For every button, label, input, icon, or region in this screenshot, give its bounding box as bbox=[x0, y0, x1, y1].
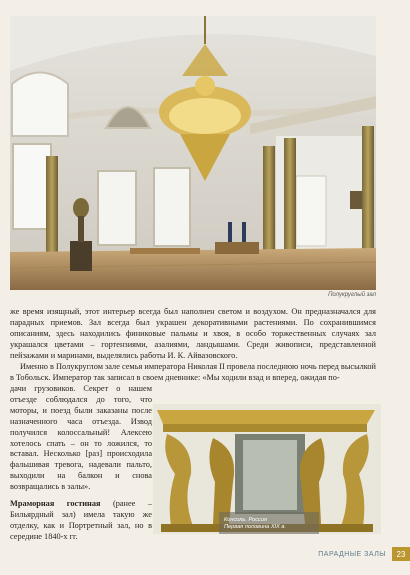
console-photo bbox=[153, 404, 381, 534]
page-footer bbox=[310, 547, 410, 561]
console-caption-line2: Первая половина XIX в. bbox=[224, 524, 286, 530]
paragraph-diary-continuation: дачи грузовиков. Секрет о нашем отъезде соблюдался до того, что моторы, и поезд были заказаны после назначенного часа отъезда. Извод получился колоссальный! Алексею хотелось спать – он то ложился, то вставал. Несколько [раз] происходила фальшивая тревога, надевали пальто, выходили на балкон и снова возвращались в залы». bbox=[10, 384, 152, 492]
page-number: 23 bbox=[392, 547, 410, 561]
paragraph-marble-room bbox=[10, 499, 152, 543]
paragraph-nicholas bbox=[10, 362, 376, 384]
marble-room-text: (ранее – Бильярдный зал) имела такую же отделку, как и Портретный зал, но в середине 1840-х гг. bbox=[10, 499, 152, 541]
hall-photo-caption: Полукруглый зал bbox=[328, 292, 376, 298]
console-caption-line1: Консоль. Россия bbox=[224, 517, 267, 523]
console-caption bbox=[224, 517, 286, 531]
semicircular-hall-photo bbox=[10, 16, 376, 290]
section-label: ПАРАДНЫЕ ЗАЛЫ bbox=[318, 550, 386, 558]
paragraph-interior: же время изящный, этот интерьер всегда был наполнен светом и воздухом. Он предназначался для парадных приемов. Зал всегда был украшен декоративными растениями. По сохранившимся описаниям, здесь находились финиковые пальмы и хвоя, в особо торжественных случаях зал украшался цветами – гортензиями, азалиями, ландышами. Среди живописи, представленной пейзажами и маринами, выделялись работы И. К. Айвазовского. bbox=[10, 307, 376, 360]
marble-room-title: Мраморная гостиная bbox=[10, 499, 101, 508]
paragraph-nicholas-text: Именно в Полукруглом зале семья императора Николая II провела последнюю ночь перед высылкой в Тобольск. Император так записал в своем дневнике: «Мы ходили взад и вперед, ожидая по- bbox=[10, 362, 376, 382]
